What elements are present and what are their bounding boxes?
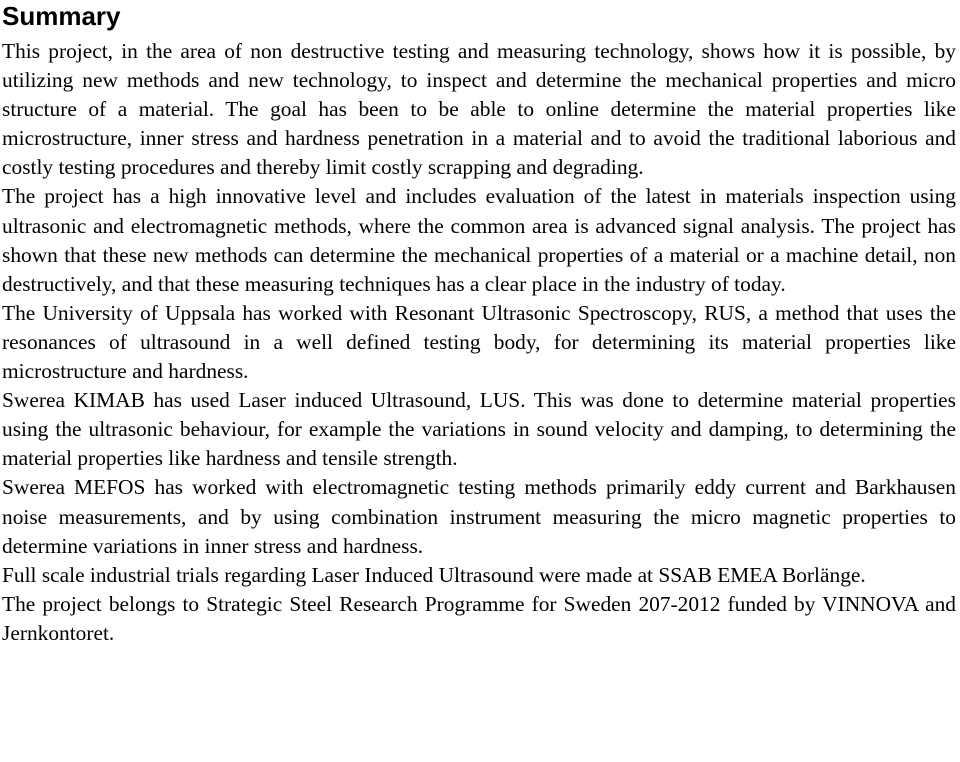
paragraph-innovation [2, 182, 956, 298]
paragraph-kimab [2, 386, 956, 473]
summary-body [2, 37, 956, 648]
sentence-intro: This project, in the area of non destructive testing and measuring technology, shows how it is possible, by utilizing new methods and new technology, to inspect and determine the mechanical properties and micro structure of a material. [2, 39, 956, 122]
sentence-goal: The goal has been to be able to online determine the material properties like microstructure, inner stress and hardness penetration in a material and to avoid the traditional laborious and costly testing procedures and thereby limit costly scrapping and degrading. [2, 97, 956, 180]
paragraph-mefos: Swerea MEFOS has worked with electromagnetic testing methods primarily eddy current and Barkhausen noise measurements, and by using combination instrument measuring the micro magnetic properties to determine variations in inner stress and hardness. [2, 475, 956, 558]
sentence-lus-purpose: This was done to determine material properties using the ultrasonic behaviour, for example the variations in sound velocity and damping, to determining the material properties like hardness and tensile strength. [2, 388, 956, 471]
paragraph-uppsala: The University of Uppsala has worked with Resonant Ultrasonic Spectroscopy, RUS, a method that uses the resonances of ultrasound in a well defined testing body, for determining its material properties like microstructure and hardness. [2, 300, 956, 384]
paragraph-intro [2, 37, 956, 182]
sentence-results: The project has shown that these new methods can determine the mechanical properties of a material or a machine detail, non destructively, and that these measuring techniques has a clear place in the industry of today. [2, 213, 956, 296]
sentence-innovation: The project has a high innovative level and includes evaluation of the latest in materials inspection using ultrasonic and electromagnetic methods, where the common area is advanced signal analysis. [2, 184, 956, 238]
paragraph-trials: Full scale industrial trials regarding Laser Induced Ultrasound were made at SSAB EMEA Borlänge. [2, 562, 866, 587]
paragraph-programme: The project belongs to Strategic Steel Research Programme for Sweden 207-2012 funded by VINNOVA and Jernkontoret. [2, 591, 956, 645]
sentence-kimab: Swerea KIMAB has used Laser induced Ultrasound, LUS. [2, 388, 526, 413]
summary-heading: Summary [2, 1, 121, 31]
